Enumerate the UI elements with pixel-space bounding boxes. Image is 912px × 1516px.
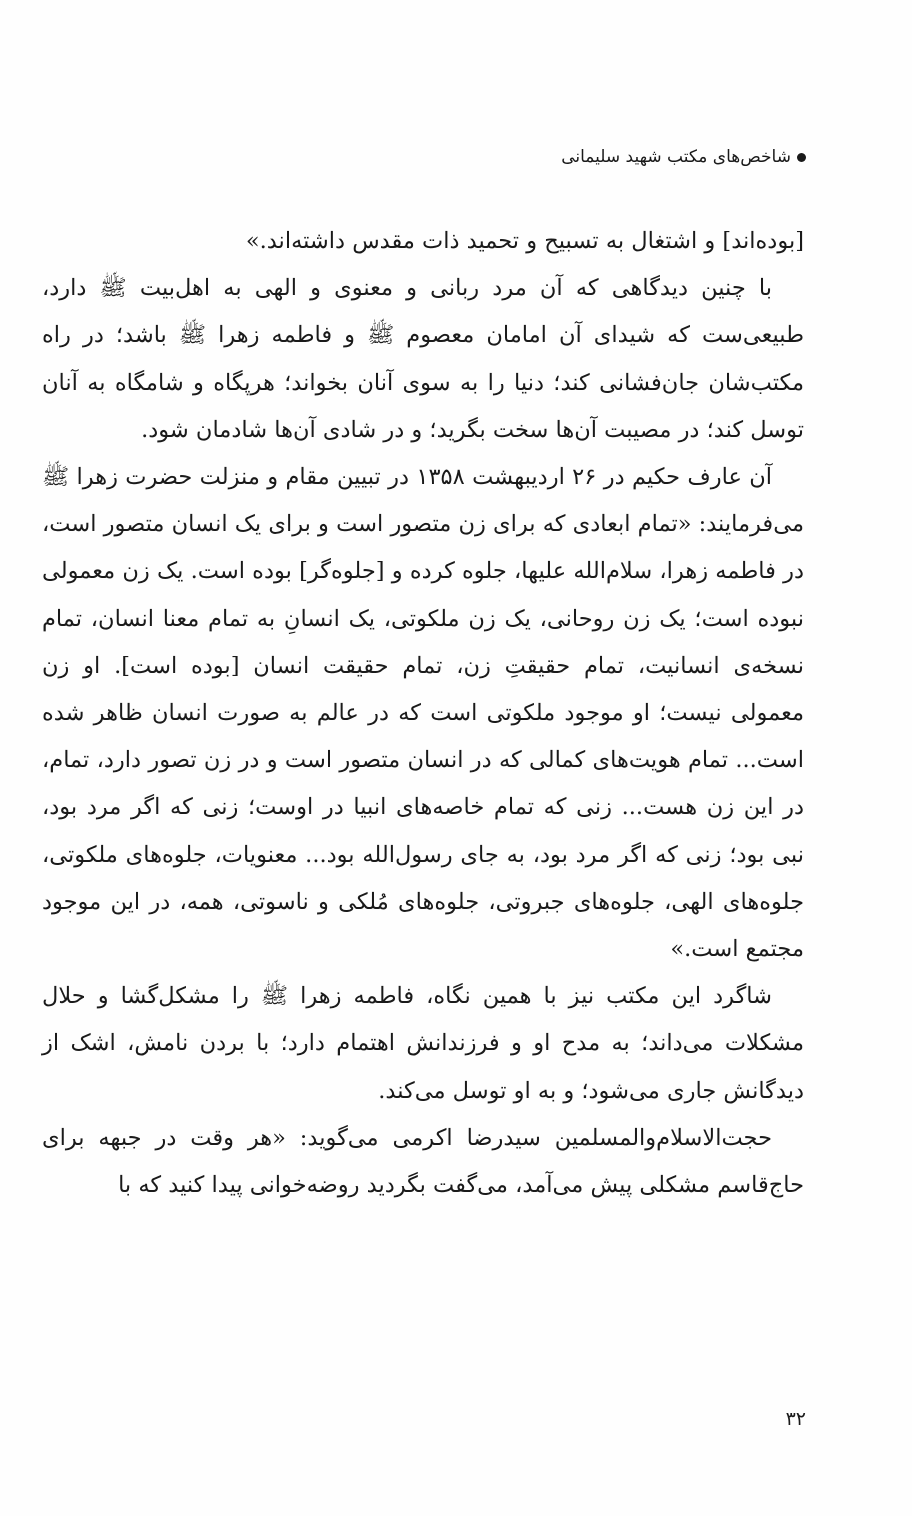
bullet-icon — [797, 153, 806, 162]
paragraph-1: [بوده‌اند] و اشتغال به تسبیح و تحمید ذات مقدس داشته‌اند.» — [245, 228, 804, 254]
paragraph-4: شاگرد این مکتب نیز با همین نگاه، فاطمه زهرا ﷺ را مشکل‌گشا و حلال مشکلات می‌داند؛ به مدح او و فرزندانش اهتمام دارد؛ با بردن نامش، اشک از دیدگانش جاری می‌شود؛ و به او توسل می‌کند. — [42, 983, 804, 1104]
paragraph-3: آن عارف حکیم در ۲۶ اردیبهشت ۱۳۵۸ در تبیین مقام و منزلت حضرت زهرا ﷺ می‌فرمایند: «تمام ابعادی که برای زن متصور است و برای یک انسان متصور است، در فاطمه زهرا، سلام‌الله علیها، جلوه کرده و [جلوه‌گر] بوده است. یک زن معمولی نبوده است؛ یک زن روحانی، یک زن ملکوتی، یک انسانِ به تمام معنا انسان، تمام نسخه‌ی انسانیت، تمام حقیقتِ زن، تمام حقیقت انسان [بوده است]. او زن معمولی نیست؛ او موجود ملکوتی است که در عالم به صورت انسان ظاهر شده است... تمام هویت‌های کمالی که در انسان متصور است و در زن تصور دارد، تمام، در این زن هست... زنی که تمام خاصه‌های انبیا در اوست؛ زنی که اگر مرد بود، نبی بود؛ زنی که اگر مرد بود، به جای رسول‌الله بود... معنویات، جلوه‌های ملکوتی، جلوه‌های الهی، جلوه‌های جبروتی، جلوه‌های مُلکی و ناسوتی، همه، در این موجود مجتمع است.» — [42, 464, 804, 963]
running-header-title: شاخص‌های مکتب شهید سلیمانی — [561, 147, 791, 167]
body-text — [42, 218, 804, 1209]
paragraph-5: حجت‌الاسلام‌والمسلمین سیدرضا اکرمی می‌گوید: «هر وقت در جبهه برای حاج‌قاسم مشکلی پیش می‌آمد، می‌گفت بگردید روضه‌خوانی پیدا کنید که با — [42, 1124, 804, 1199]
running-header — [306, 142, 806, 172]
paragraph-2: با چنین دیدگاهی که آن مرد ربانی و معنوی و الهی به اهل‌بیت ﷺ دارد، طبیعی‌ست که شیدای آن امامان معصوم ﷺ و فاطمه زهرا ﷺ باشد؛ در راه مکتب‌شان جان‌فشانی کند؛ دنیا را به سوی آنان بخواند؛ هرپگاه و شامگاه به آنان توسل کند؛ در مصیبت آن‌ها سخت بگرید؛ و در شادی آن‌ها شادمان شود. — [42, 275, 804, 443]
page-number: ۳۲ — [785, 1408, 806, 1430]
